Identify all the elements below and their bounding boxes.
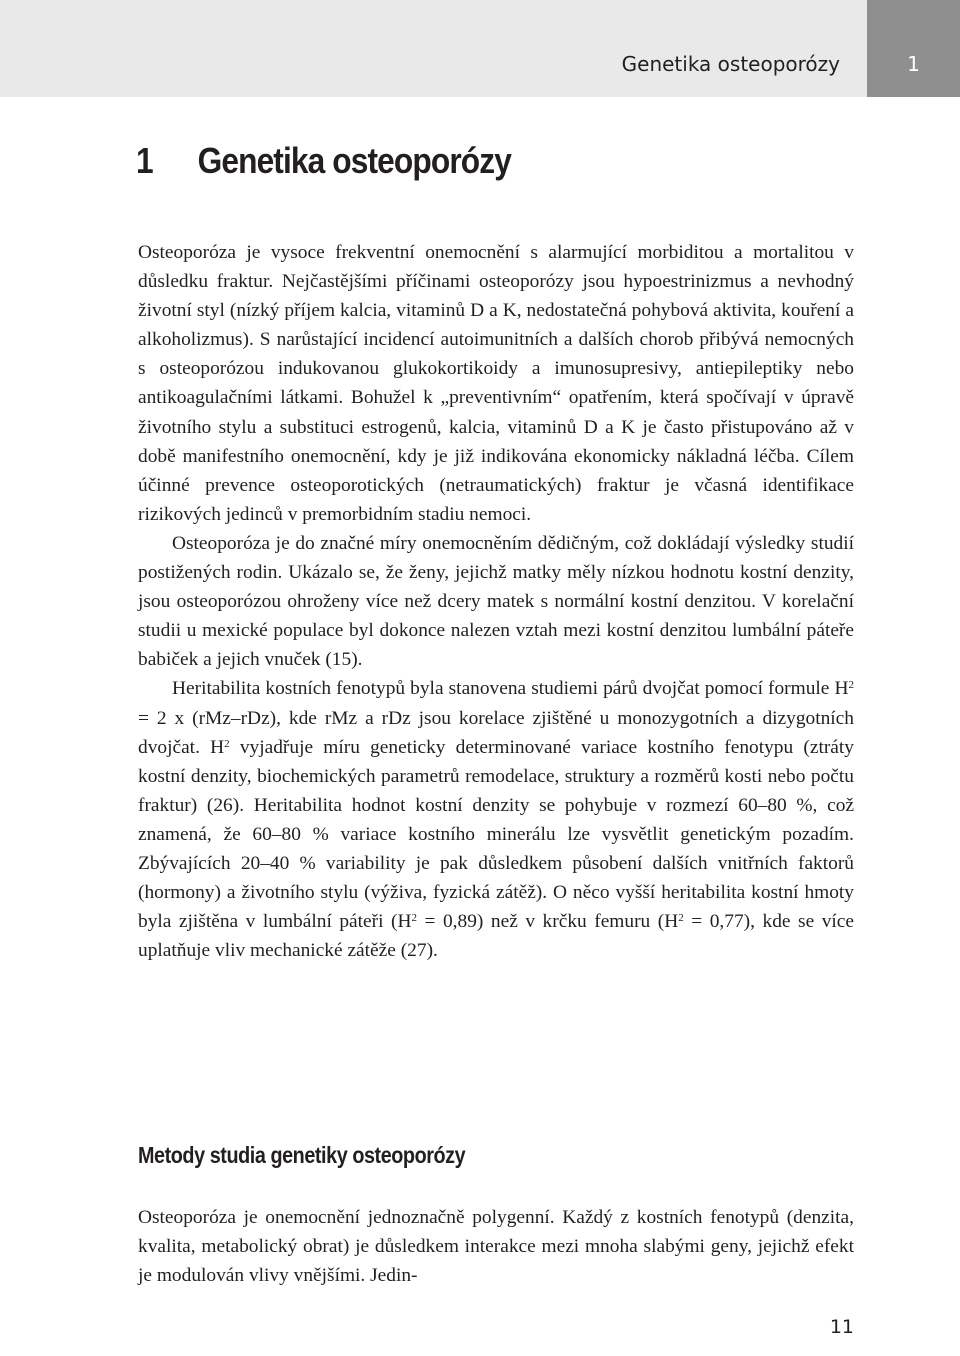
chapter-title: Genetika osteoporózy	[197, 140, 511, 181]
running-title: Genetika osteoporózy	[621, 52, 840, 76]
chapter-number: 1	[136, 140, 153, 181]
chapter-tab-number: 1	[907, 52, 920, 76]
running-header	[0, 0, 960, 97]
page-number: 11	[829, 1316, 854, 1338]
paragraph-3: Heritabilita kostních fenotypů byla stanovena studiemi párů dvojčat pomocí formule $H^2 = 2$ x (rMz–rDz), kde rMz a rDz jsou korelace zjištěné u monozygotních a dizygotních dvojčat. $H^2$ vyjadřuje míru geneticky determinované variace kostního fenotypu (ztráty kostní denzity, biochemických parametrů remodelace, struktury a rozměrů kosti nebo počtu fraktur) (26). Heritabilita hodnot kostní denzity se pohybuje v rozmezí 60–80 %, což znamená, že 60–80 % variace kostního minerálu lze vysvětlit genetickým pozadím. Zbývajících 20–40 % variability je pak důsledkem působení dalších vnitřních faktorů (hormony) a životního stylu (výživa, fyzická zátěž). O něco vyšší heritabilita kostní hmoty byla zjištěna v lumbální páteři $(H^2 = 0,89)$ než v krčku femuru $(H^2 = 0,77)$, kde se více uplatňuje vliv mechanické zátěže (27).	[138, 678, 854, 962]
main-body-text	[138, 238, 854, 965]
methods-body-text	[138, 1203, 854, 1290]
chapter-tab	[867, 0, 960, 97]
methods-paragraph-1: Osteoporóza je onemocnění jednoznačně polygenní. Každý z kostních fenotypů (denzita, kvalita, metabolický obrat) je důsledkem interakce mezi mnoha slabými geny, jejichž efekt je modulován vlivy vnějšími. Jedin-	[138, 1207, 854, 1287]
section-heading: Metody studia genetiky osteoporózy	[138, 1142, 466, 1168]
paragraph-1: Osteoporóza je vysoce frekventní onemocnění s alarmující morbiditou a mortalitou v důsledku fraktur. Nejčastějšími příčinami osteoporózy jsou hypoestrinizmus a nevhodný životní styl (nízký příjem kalcia, vitaminů D a K, nedostatečná pohybová aktivita, kouření a alkoholizmus). S narůstající incidencí autoimunitních a dalších chorob přibývá nemocných s osteoporózou indukovanou glukokortikoidy a imunosupresivy, antiepileptiky nebo antikoagulačními látkami. Bohužel k „preventivním“ opatřením, která spočívají v úpravě životního stylu a substituci estrogenů, kalcia, vitaminů D a K je často přistupováno až v době manifestního onemocnění, kdy je již indikována ekonomicky nákladná léčba. Cílem účinné prevence osteoporotických (netraumatických) fraktur je včasná identifikace rizikových jedinců v premorbidním stadiu nemoci.	[138, 242, 854, 525]
chapter-heading	[136, 140, 770, 182]
paragraph-2: Osteoporóza je do značné míry onemocněním dědičným, což dokládají výsledky studií postižených rodin. Ukázalo se, že ženy, jejichž matky měly nízkou hodnotu kostní denzity, jsou osteoporózou ohroženy více než dcery matek s normální kostní denzitou. V korelační studii u mexické populace byl dokonce nalezen vztah mezi kostní denzitou lumbální páteře babiček a jejich vnuček (15).	[138, 532, 854, 671]
